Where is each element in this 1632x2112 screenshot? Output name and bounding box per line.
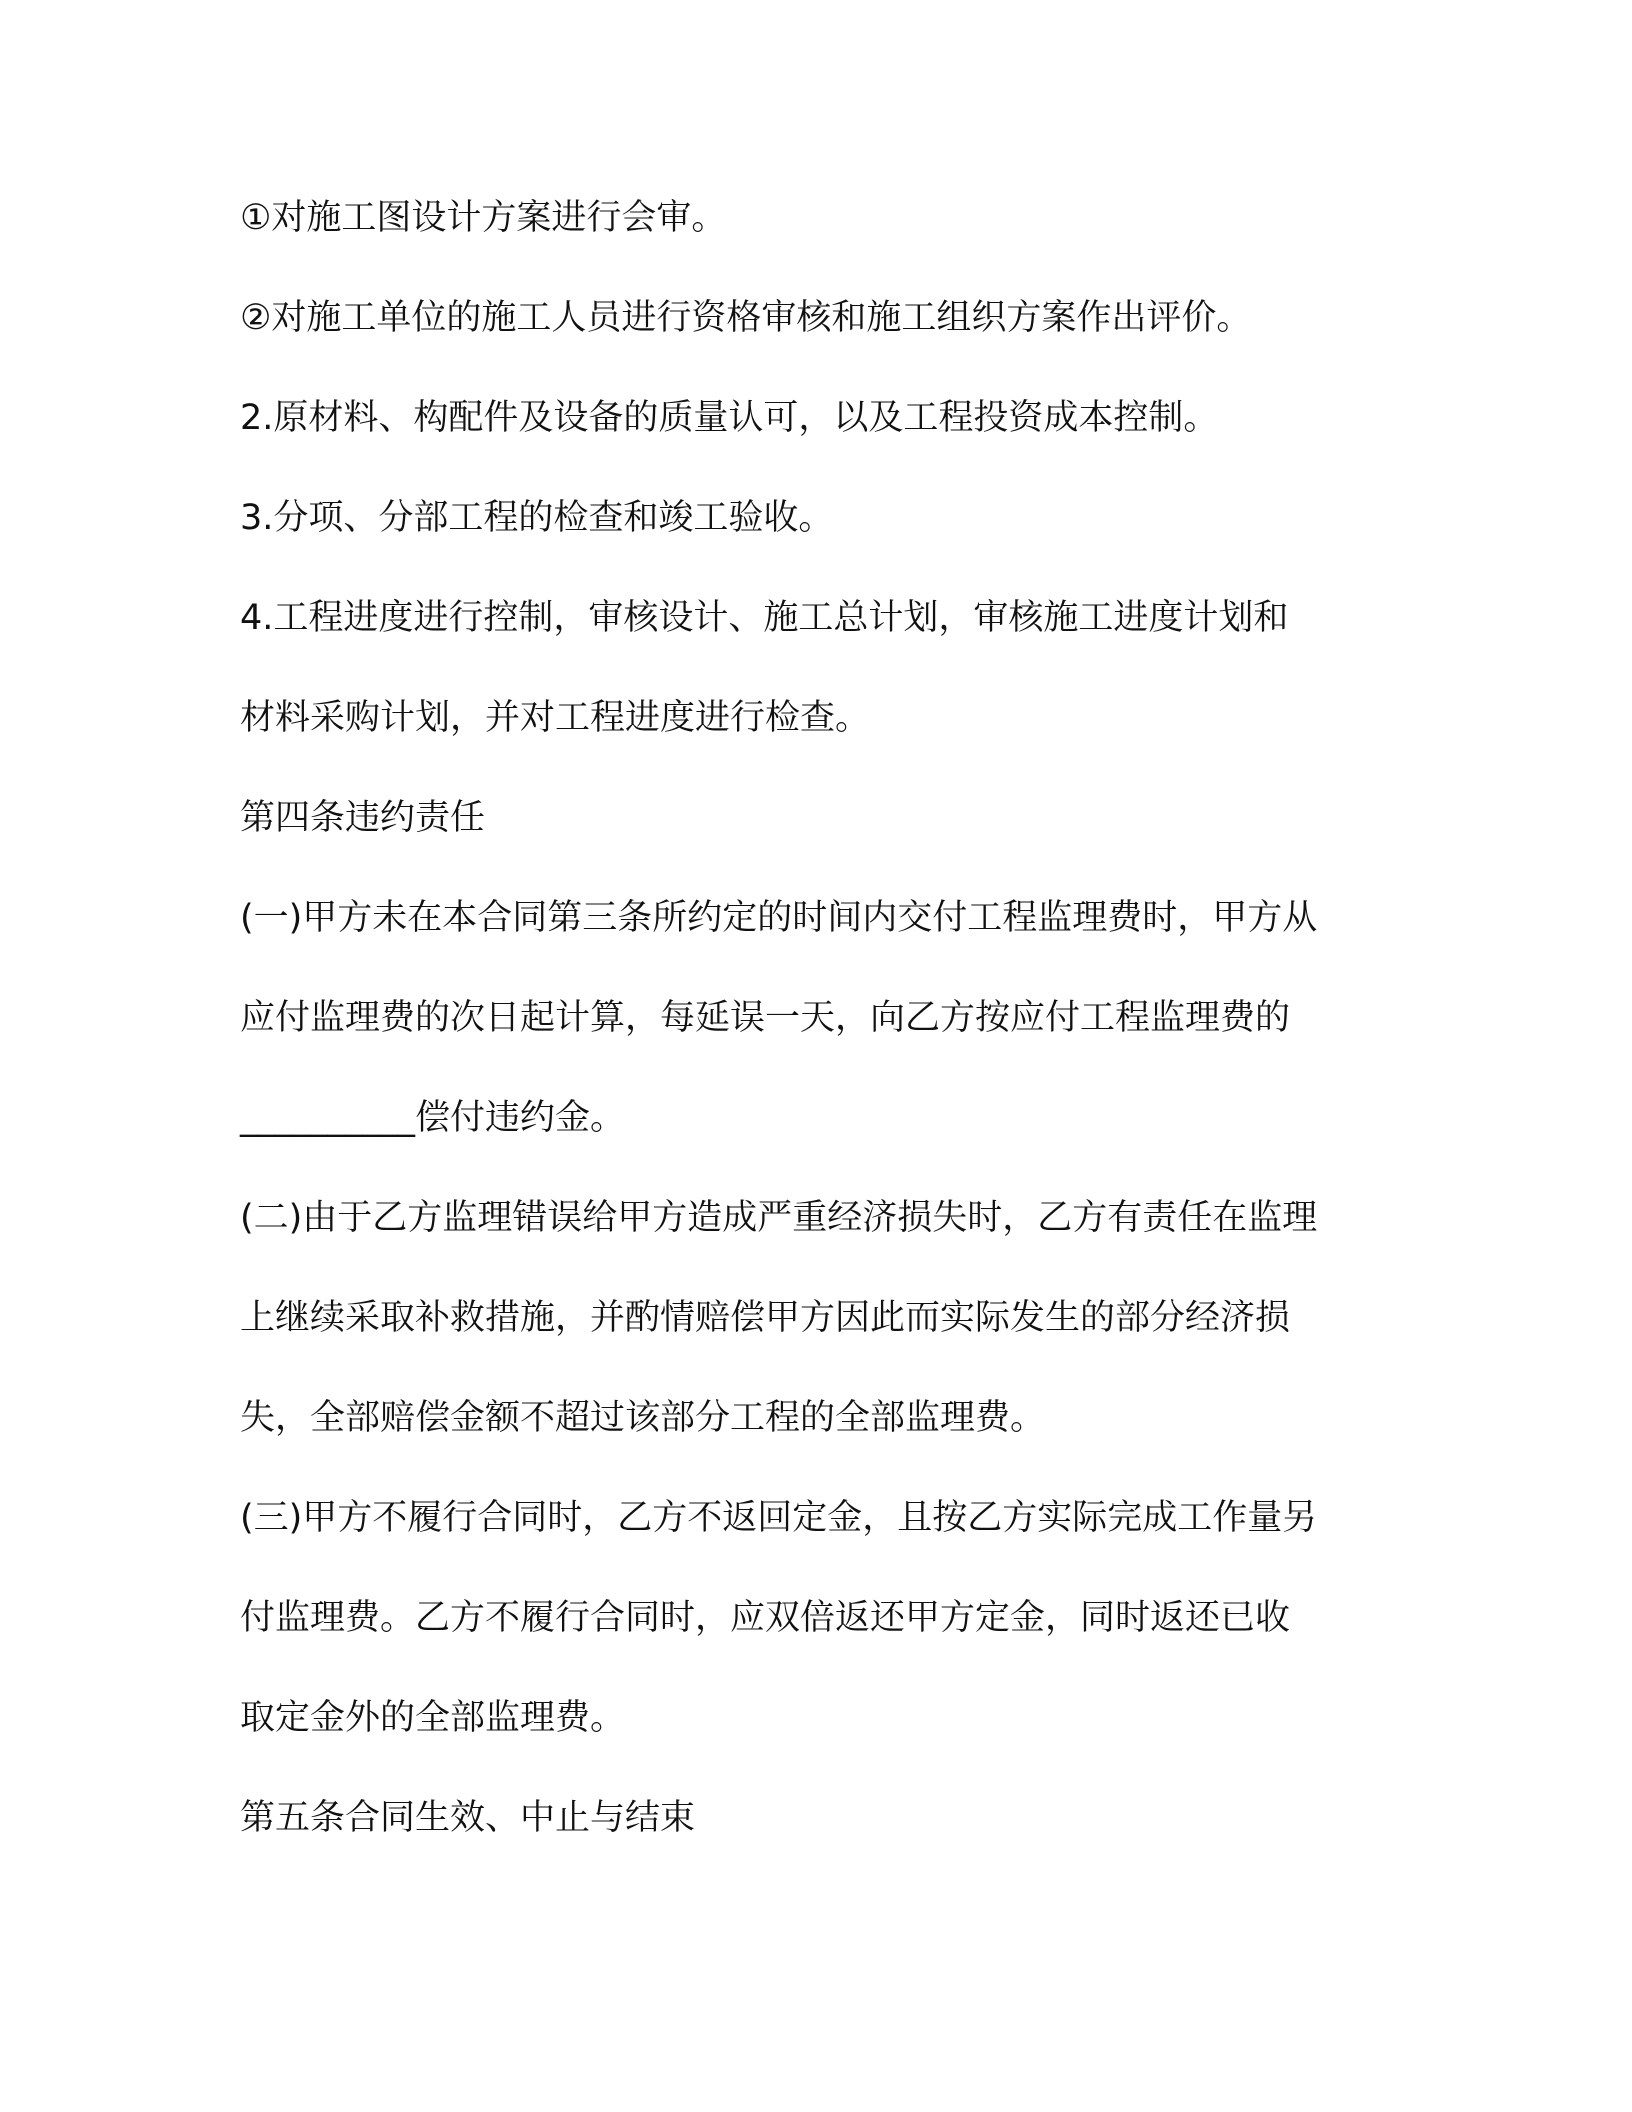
article-4-item-2-line-3: 失，全部赔偿金额不超过该部分工程的全部监理费。 xyxy=(240,1398,1046,1438)
clause-2-line: 2.原材料、构配件及设备的质量认可，以及工程投资成本控制。 xyxy=(240,398,1219,438)
article-4-item-1-line-3: __________偿付违约金。 xyxy=(240,1098,626,1138)
clause-4-line-1: 4.工程进度进行控制，审核设计、施工总计划，审核施工进度计划和 xyxy=(240,598,1289,638)
article-4-item-2-line-2: 上继续采取补救措施，并酌情赔偿甲方因此而实际发生的部分经济损 xyxy=(240,1298,1291,1338)
article-5-heading: 第五条合同生效、中止与结束 xyxy=(240,1798,696,1838)
article-4-item-3-line-1: (三)甲方不履行合同时，乙方不返回定金，且按乙方实际完成工作量另 xyxy=(240,1498,1318,1538)
clause-3-line: 3.分项、分部工程的检查和竣工验收。 xyxy=(240,498,834,538)
article-4-item-1-line-2: 应付监理费的次日起计算，每延误一天，向乙方按应付工程监理费的 xyxy=(240,998,1291,1038)
article-4-heading: 第四条违约责任 xyxy=(240,798,486,838)
article-4-item-3-line-3: 取定金外的全部监理费。 xyxy=(240,1698,626,1738)
item-1-line: ①对施工图设计方案进行会审。 xyxy=(240,198,727,238)
item-2-line: ②对施工单位的施工人员进行资格审核和施工组织方案作出评价。 xyxy=(240,298,1252,338)
article-4-item-2-line-1: (二)由于乙方监理错误给甲方造成严重经济损失时，乙方有责任在监理 xyxy=(240,1198,1318,1238)
clause-4-line-2: 材料采购计划，并对工程进度进行检查。 xyxy=(240,698,871,738)
article-4-item-3-line-2: 付监理费。乙方不履行合同时，应双倍返还甲方定金，同时返还已收 xyxy=(240,1598,1291,1638)
article-4-item-1-line-1: (一)甲方未在本合同第三条所约定的时间内交付工程监理费时，甲方从 xyxy=(240,898,1318,938)
